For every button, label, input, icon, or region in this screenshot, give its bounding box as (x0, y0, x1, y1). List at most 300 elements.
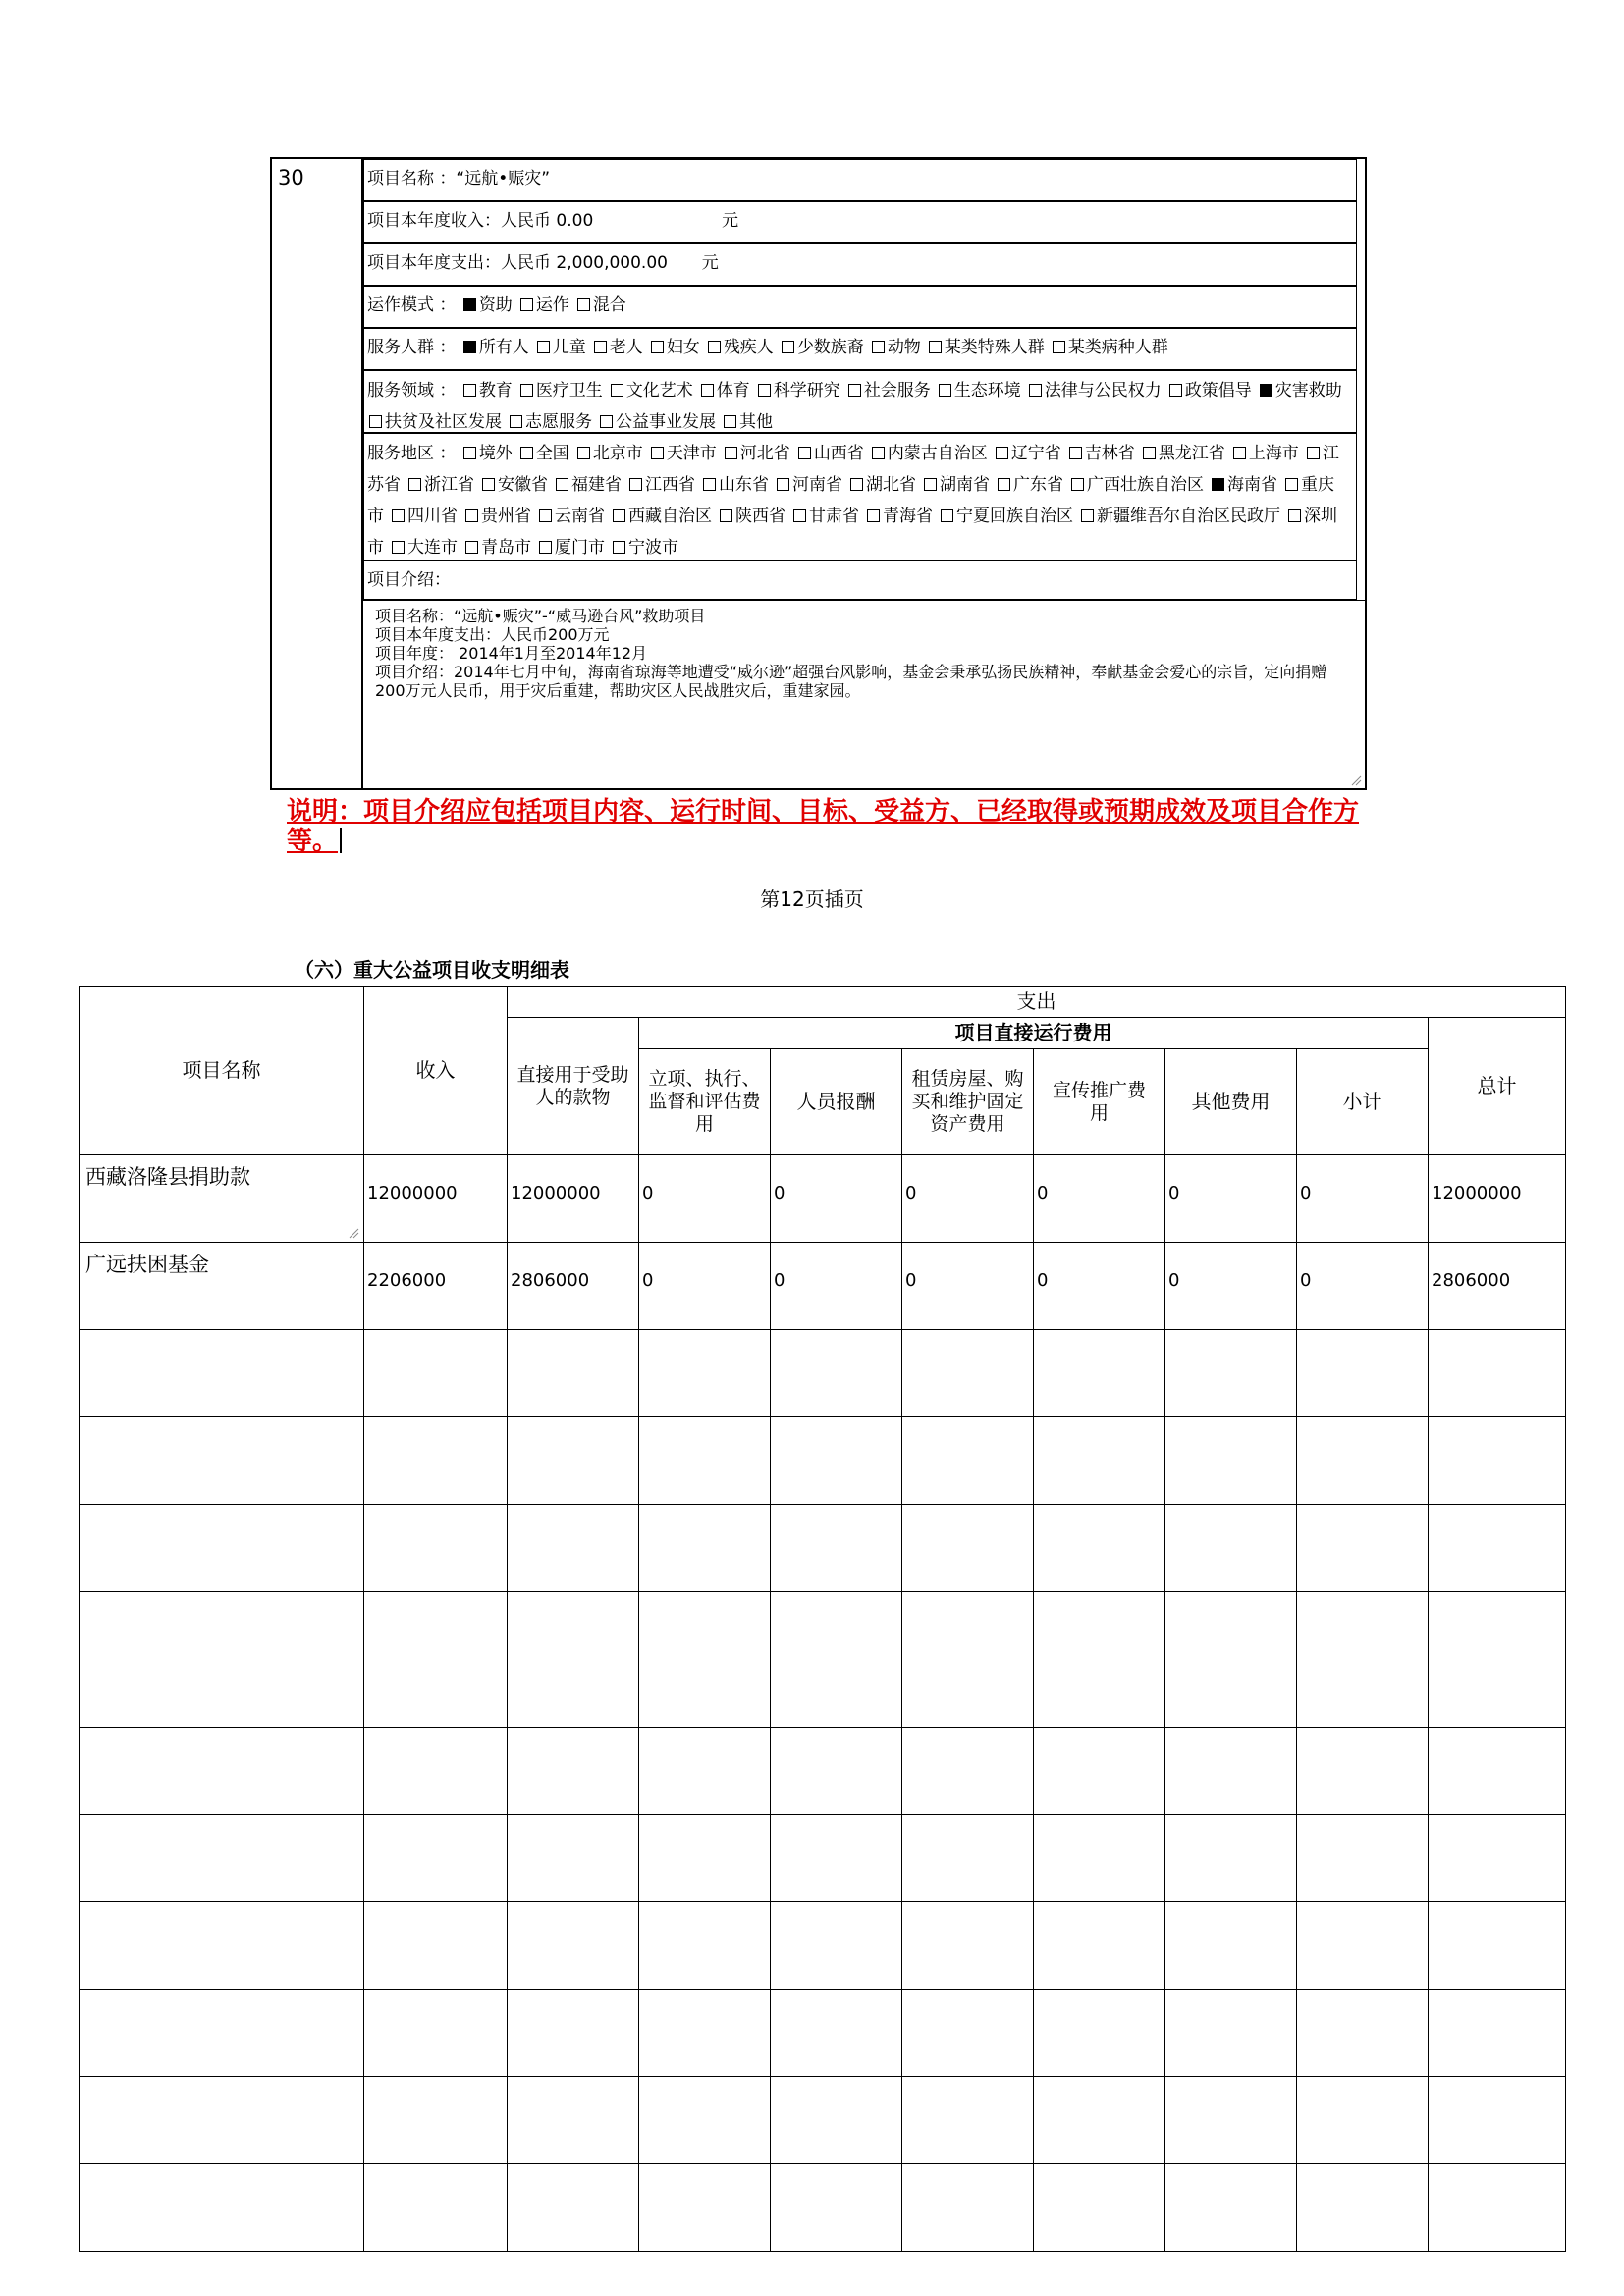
region-option[interactable] (461, 444, 513, 463)
region-option[interactable] (480, 475, 548, 495)
region-option[interactable] (1069, 475, 1204, 495)
field-option[interactable] (508, 412, 592, 432)
expense-value: 2,000,000.00 (556, 253, 668, 273)
empty-cell[interactable] (80, 2077, 364, 2164)
empty-cell[interactable] (508, 1417, 639, 1505)
region-option[interactable] (1210, 475, 1277, 495)
group-option-label: 所有人 (478, 338, 529, 357)
empty-cell[interactable] (902, 1902, 1034, 1990)
mode-label: 运作模式 ： (367, 295, 457, 315)
checkbox-empty-icon[interactable] (848, 384, 861, 397)
empty-cell[interactable] (1165, 1902, 1297, 1990)
checkbox-empty-icon[interactable] (520, 384, 533, 397)
row-staff-cell[interactable]: 0 (771, 1155, 902, 1243)
region-option[interactable] (996, 475, 1063, 495)
checkbox-empty-icon[interactable] (463, 384, 476, 397)
header-name: 项目名称 (80, 987, 364, 1155)
checkbox-empty-icon[interactable] (1029, 384, 1042, 397)
checkbox-empty-icon[interactable] (701, 384, 714, 397)
region-option[interactable] (575, 444, 643, 463)
checkbox-empty-icon[interactable] (867, 509, 880, 522)
checkbox-empty-icon[interactable] (941, 509, 953, 522)
income-unit: 元 (722, 211, 739, 231)
empty-cell[interactable] (1429, 1815, 1566, 1902)
group-option[interactable] (1051, 338, 1168, 357)
row-total-cell[interactable]: 12000000 (1429, 1155, 1566, 1243)
resize-grip-icon[interactable] (1350, 774, 1362, 786)
checkbox-empty-icon[interactable] (577, 298, 590, 311)
empty-cell[interactable] (639, 1990, 771, 2077)
field-option-label: 志愿服务 (525, 412, 592, 432)
empty-cell[interactable] (364, 1990, 508, 2077)
table-title: （六）重大公益项目收支明细表 (295, 958, 569, 982)
empty-cell[interactable] (771, 1505, 902, 1592)
region-option-label: 安徽省 (498, 475, 548, 495)
expense-field[interactable] (363, 243, 1357, 286)
checkbox-checked-icon[interactable] (463, 341, 476, 353)
checkbox-empty-icon[interactable] (537, 341, 550, 353)
empty-cell[interactable] (80, 1505, 364, 1592)
empty-cell[interactable] (1429, 1330, 1566, 1417)
region-option-label: 湖北省 (866, 475, 916, 495)
checkbox-empty-icon[interactable] (798, 447, 811, 459)
row-total-cell[interactable]: 2806000 (1429, 1243, 1566, 1330)
field-option[interactable] (518, 381, 603, 400)
field-option[interactable] (367, 412, 502, 432)
empty-cell[interactable] (508, 1592, 639, 1728)
field-option[interactable] (846, 381, 931, 400)
checkbox-empty-icon[interactable] (600, 415, 613, 428)
empty-cell[interactable] (639, 1592, 771, 1728)
group-option[interactable] (649, 338, 700, 357)
empty-cell[interactable] (1429, 1990, 1566, 2077)
checkbox-empty-icon[interactable] (1169, 384, 1182, 397)
checkbox-empty-icon[interactable] (1143, 447, 1156, 459)
empty-cell[interactable] (80, 1330, 364, 1417)
mode-option-label: 混合 (592, 295, 626, 315)
checkbox-empty-icon[interactable] (651, 447, 664, 459)
empty-cell[interactable] (1165, 1330, 1297, 1417)
empty-cell[interactable] (1429, 1728, 1566, 1815)
checkbox-empty-icon[interactable] (1233, 447, 1246, 459)
checkbox-empty-icon[interactable] (1288, 509, 1301, 522)
region-option[interactable] (723, 444, 790, 463)
checkbox-empty-icon[interactable] (793, 509, 806, 522)
empty-cell[interactable] (80, 1990, 364, 2077)
region-option[interactable] (537, 538, 605, 558)
checkbox-empty-icon[interactable] (703, 478, 716, 491)
groups-field (363, 328, 1357, 370)
region-option[interactable] (611, 507, 712, 526)
empty-cell[interactable] (902, 2164, 1034, 2252)
empty-cell[interactable] (1297, 1330, 1429, 1417)
empty-cell[interactable] (364, 1728, 508, 1815)
region-option[interactable] (939, 507, 1073, 526)
group-option[interactable] (870, 338, 921, 357)
fields-label: 服务领域 ： (367, 381, 457, 400)
checkbox-empty-icon[interactable] (520, 447, 533, 459)
empty-cell[interactable] (771, 1728, 902, 1815)
checkbox-empty-icon[interactable] (539, 541, 552, 554)
checkbox-empty-icon[interactable] (392, 509, 405, 522)
region-option-label: 西藏自治区 (628, 507, 712, 526)
region-option-label: 陕西省 (735, 507, 785, 526)
group-option[interactable] (706, 338, 774, 357)
checkbox-empty-icon[interactable] (510, 415, 522, 428)
checkbox-empty-icon[interactable] (758, 384, 771, 397)
empty-cell[interactable] (1034, 1505, 1165, 1592)
empty-cell[interactable] (902, 2077, 1034, 2164)
checkbox-empty-icon[interactable] (611, 384, 623, 397)
field-option[interactable] (598, 412, 716, 432)
checkbox-empty-icon[interactable] (369, 415, 382, 428)
field-option[interactable] (461, 381, 513, 400)
region-option-label: 河北省 (739, 444, 790, 463)
region-option-label: 深圳市 (367, 507, 1337, 558)
empty-cell[interactable] (1297, 1902, 1429, 1990)
empty-cell[interactable] (1429, 1505, 1566, 1592)
empty-cell[interactable] (902, 1815, 1034, 1902)
empty-cell[interactable] (1034, 1417, 1165, 1505)
region-option[interactable] (649, 444, 717, 463)
checkbox-empty-icon[interactable] (1071, 478, 1084, 491)
row-direct-cell[interactable]: 2806000 (508, 1243, 639, 1330)
empty-cell[interactable] (1297, 1815, 1429, 1902)
empty-cell[interactable] (364, 2077, 508, 2164)
row-rent-cell[interactable]: 0 (902, 1243, 1034, 1330)
checkbox-empty-icon[interactable] (777, 478, 789, 491)
empty-cell[interactable] (80, 1728, 364, 1815)
region-option[interactable] (865, 507, 933, 526)
empty-cell[interactable] (771, 1592, 902, 1728)
group-option[interactable] (927, 338, 1045, 357)
empty-cell[interactable] (364, 2164, 508, 2252)
checkbox-empty-icon[interactable] (924, 478, 937, 491)
checkbox-empty-icon[interactable] (1285, 478, 1298, 491)
checkbox-empty-icon[interactable] (939, 384, 951, 397)
region-option-label: 吉林省 (1084, 444, 1135, 463)
empty-cell[interactable] (771, 1990, 902, 2077)
checkbox-empty-icon[interactable] (577, 447, 590, 459)
checkbox-empty-icon[interactable] (392, 541, 405, 554)
header-rent: 租赁房屋、购买和维护固定资产费用 (902, 1049, 1034, 1155)
header-direct-group: 项目直接运行费用 (639, 1018, 1429, 1049)
header-staff: 人员报酬 (771, 1049, 902, 1155)
table-row-empty (80, 1330, 1566, 1417)
field-option[interactable] (722, 412, 773, 432)
empty-cell[interactable] (771, 2077, 902, 2164)
region-option[interactable] (718, 507, 785, 526)
field-option-label: 文化艺术 (625, 381, 693, 400)
empty-cell[interactable] (1297, 2077, 1429, 2164)
empty-cell[interactable] (1034, 1815, 1165, 1902)
mode-option[interactable] (575, 295, 626, 315)
field-option[interactable] (756, 381, 840, 400)
table-row-empty (80, 1417, 1566, 1505)
empty-cell[interactable] (364, 1815, 508, 1902)
region-option-label: 山西省 (813, 444, 864, 463)
row-setup-cell[interactable]: 0 (639, 1243, 771, 1330)
checkbox-empty-icon[interactable] (1307, 447, 1320, 459)
empty-cell[interactable] (1165, 2077, 1297, 2164)
empty-cell[interactable] (1429, 2077, 1566, 2164)
region-option-label: 山东省 (719, 475, 769, 495)
empty-cell[interactable] (771, 1815, 902, 1902)
field-option-label: 医疗卫生 (535, 381, 603, 400)
empty-cell[interactable] (80, 1815, 364, 1902)
group-option-label: 妇女 (666, 338, 700, 357)
region-option[interactable] (848, 475, 916, 495)
empty-cell[interactable] (1297, 1728, 1429, 1815)
empty-cell[interactable] (364, 1902, 508, 1990)
checkbox-empty-icon[interactable] (463, 447, 476, 459)
group-option-label: 老人 (609, 338, 643, 357)
checkbox-empty-icon[interactable] (1069, 447, 1082, 459)
region-option-label: 四川省 (407, 507, 458, 526)
region-option-label: 上海市 (1248, 444, 1299, 463)
empty-cell[interactable] (902, 1592, 1034, 1728)
row-staff-cell[interactable]: 0 (771, 1243, 902, 1330)
checkbox-empty-icon[interactable] (465, 541, 478, 554)
empty-cell[interactable] (1297, 1417, 1429, 1505)
field-option-label: 生态环境 (953, 381, 1021, 400)
empty-cell[interactable] (1034, 2164, 1165, 2252)
row-other-cell[interactable]: 0 (1165, 1155, 1297, 1243)
empty-cell[interactable] (1297, 1990, 1429, 2077)
checkbox-empty-icon[interactable] (929, 341, 942, 353)
empty-cell[interactable] (508, 1990, 639, 2077)
region-option[interactable] (994, 444, 1061, 463)
empty-cell[interactable] (902, 1728, 1034, 1815)
region-option[interactable] (701, 475, 769, 495)
empty-cell[interactable] (902, 1417, 1034, 1505)
region-option[interactable] (1067, 444, 1135, 463)
empty-cell[interactable] (639, 1902, 771, 1990)
empty-cell[interactable] (508, 2077, 639, 2164)
checkbox-empty-icon[interactable] (556, 478, 568, 491)
empty-cell[interactable] (80, 1902, 364, 1990)
empty-cell[interactable] (902, 1505, 1034, 1592)
checkbox-empty-icon[interactable] (613, 541, 625, 554)
region-option-label: 海南省 (1227, 475, 1277, 495)
empty-cell[interactable] (639, 2164, 771, 2252)
empty-cell[interactable] (508, 1902, 639, 1990)
empty-cell[interactable] (1034, 1330, 1165, 1417)
region-option[interactable] (1141, 444, 1225, 463)
row-rent-cell[interactable]: 0 (902, 1155, 1034, 1243)
region-option[interactable] (554, 475, 622, 495)
group-option[interactable] (461, 338, 529, 357)
checkbox-empty-icon[interactable] (482, 478, 495, 491)
empty-cell[interactable] (902, 1330, 1034, 1417)
checkbox-empty-icon[interactable] (720, 509, 732, 522)
header-setup: 立项、执行、监督和评估费用 (639, 1049, 771, 1155)
empty-cell[interactable] (639, 1417, 771, 1505)
empty-cell[interactable] (639, 1505, 771, 1592)
field-option[interactable] (1027, 381, 1162, 400)
empty-cell[interactable] (639, 1728, 771, 1815)
empty-cell[interactable] (80, 2164, 364, 2252)
mode-option-label: 资助 (478, 295, 513, 315)
checkbox-empty-icon[interactable] (1053, 341, 1065, 353)
checkbox-empty-icon[interactable] (613, 509, 625, 522)
empty-cell[interactable] (639, 1815, 771, 1902)
region-option-label: 北京市 (592, 444, 643, 463)
row-setup-cell[interactable]: 0 (639, 1155, 771, 1243)
region-option[interactable] (791, 507, 859, 526)
region-option-label: 内蒙古自治区 (887, 444, 988, 463)
empty-cell[interactable] (1429, 1592, 1566, 1728)
checkbox-empty-icon[interactable] (708, 341, 721, 353)
row-direct-cell[interactable]: 12000000 (508, 1155, 639, 1243)
empty-cell[interactable] (1034, 1592, 1165, 1728)
checkbox-empty-icon[interactable] (651, 341, 664, 353)
checkbox-empty-icon[interactable] (872, 341, 885, 353)
empty-cell[interactable] (1034, 1902, 1165, 1990)
row-income-cell[interactable]: 2206000 (364, 1243, 508, 1330)
table-row (80, 1155, 1566, 1243)
checkbox-empty-icon[interactable] (1081, 509, 1094, 522)
checkbox-empty-icon[interactable] (782, 341, 794, 353)
checkbox-empty-icon[interactable] (629, 478, 642, 491)
empty-cell[interactable] (1165, 1505, 1297, 1592)
empty-cell[interactable] (771, 2164, 902, 2252)
checkbox-checked-icon[interactable] (1212, 478, 1224, 491)
region-option[interactable] (1231, 444, 1299, 463)
empty-cell[interactable] (1034, 1728, 1165, 1815)
region-option[interactable] (463, 507, 531, 526)
empty-cell[interactable] (508, 1728, 639, 1815)
project-name-field[interactable] (363, 159, 1357, 201)
region-option[interactable] (922, 475, 990, 495)
intro-line-name: 项目名称：“远航•赈灾”-“威马逊台风”救助项目 (375, 607, 706, 625)
empty-cell[interactable] (771, 1417, 902, 1505)
regions-field (363, 433, 1357, 561)
empty-cell[interactable] (80, 1592, 364, 1728)
intro-textarea[interactable] (363, 600, 1367, 790)
region-option[interactable] (1079, 507, 1280, 526)
empty-cell[interactable] (364, 1592, 508, 1728)
region-option[interactable] (390, 538, 458, 558)
empty-cell[interactable] (1165, 1815, 1297, 1902)
empty-cell[interactable] (771, 1330, 902, 1417)
group-option[interactable] (780, 338, 864, 357)
row-promo-cell[interactable]: 0 (1034, 1243, 1165, 1330)
empty-cell[interactable] (1034, 1990, 1165, 2077)
group-option[interactable] (535, 338, 586, 357)
row-subtotal-cell[interactable]: 0 (1297, 1155, 1429, 1243)
checkbox-empty-icon[interactable] (539, 509, 552, 522)
checkbox-empty-icon[interactable] (594, 341, 607, 353)
region-option[interactable] (627, 475, 695, 495)
row-name-cell[interactable]: 广远扶困基金 (80, 1243, 364, 1330)
empty-cell[interactable] (1429, 2164, 1566, 2252)
region-option[interactable] (870, 444, 988, 463)
empty-cell[interactable] (508, 1505, 639, 1592)
empty-cell[interactable] (1297, 1592, 1429, 1728)
empty-cell[interactable] (639, 1330, 771, 1417)
region-option[interactable] (406, 475, 474, 495)
field-option-label: 其他 (739, 412, 773, 432)
region-option[interactable] (463, 538, 531, 558)
empty-cell[interactable] (1165, 1728, 1297, 1815)
header-other: 其他费用 (1165, 1049, 1297, 1155)
empty-cell[interactable] (1165, 2164, 1297, 2252)
region-option[interactable] (796, 444, 864, 463)
income-field[interactable] (363, 201, 1357, 243)
region-option[interactable] (775, 475, 842, 495)
region-option[interactable] (611, 538, 678, 558)
empty-cell[interactable] (1165, 1990, 1297, 2077)
checkbox-empty-icon[interactable] (408, 478, 421, 491)
empty-cell[interactable] (902, 1990, 1034, 2077)
field-option-label: 社会服务 (863, 381, 931, 400)
checkbox-empty-icon[interactable] (872, 447, 885, 459)
field-option[interactable] (609, 381, 693, 400)
empty-cell[interactable] (364, 1417, 508, 1505)
region-option-label: 黑龙江省 (1158, 444, 1225, 463)
empty-cell[interactable] (1034, 2077, 1165, 2164)
region-option[interactable] (537, 507, 605, 526)
checkbox-empty-icon[interactable] (520, 298, 533, 311)
empty-cell[interactable] (508, 1330, 639, 1417)
field-option[interactable] (937, 381, 1021, 400)
row-name-cell[interactable]: 西藏洛隆县捐助款 (80, 1155, 364, 1243)
checkbox-empty-icon[interactable] (724, 415, 736, 428)
checkbox-empty-icon[interactable] (996, 447, 1008, 459)
groups-label: 服务人群 ： (367, 338, 457, 357)
intro-line-year: 项目年度： 2014年1月至2014年12月 (375, 644, 648, 663)
project-income-expense-table (79, 986, 1566, 2252)
region-option-label: 重庆市 (367, 475, 1334, 526)
row-subtotal-cell[interactable]: 0 (1297, 1243, 1429, 1330)
row-promo-cell[interactable]: 0 (1034, 1155, 1165, 1243)
checkbox-empty-icon[interactable] (725, 447, 737, 459)
empty-cell[interactable] (771, 1902, 902, 1990)
mode-option[interactable] (518, 295, 569, 315)
empty-cell[interactable] (1165, 1417, 1297, 1505)
empty-cell[interactable] (1165, 1592, 1297, 1728)
empty-cell[interactable] (1297, 1505, 1429, 1592)
resize-grip-icon[interactable] (348, 1227, 359, 1239)
checkbox-empty-icon[interactable] (998, 478, 1010, 491)
checkbox-empty-icon[interactable] (850, 478, 863, 491)
empty-cell[interactable] (1429, 1417, 1566, 1505)
row-income-cell[interactable]: 12000000 (364, 1155, 508, 1243)
row-other-cell[interactable]: 0 (1165, 1243, 1297, 1330)
region-option[interactable] (518, 444, 569, 463)
field-option-label: 公益事业发展 (616, 412, 716, 432)
mode-option[interactable] (461, 295, 513, 315)
group-option[interactable] (592, 338, 643, 357)
empty-cell[interactable] (508, 1815, 639, 1902)
empty-cell[interactable] (80, 1417, 364, 1505)
field-option[interactable] (1167, 381, 1252, 400)
checkbox-checked-icon[interactable] (463, 298, 476, 311)
checkbox-empty-icon[interactable] (465, 509, 478, 522)
empty-cell[interactable] (639, 2077, 771, 2164)
empty-cell[interactable] (508, 2164, 639, 2252)
empty-cell[interactable] (364, 1505, 508, 1592)
checkbox-checked-icon[interactable] (1260, 384, 1272, 397)
empty-cell[interactable] (1429, 1902, 1566, 1990)
field-option[interactable] (699, 381, 750, 400)
empty-cell[interactable] (364, 1330, 508, 1417)
field-option[interactable] (1258, 381, 1342, 400)
empty-cell[interactable] (1297, 2164, 1429, 2252)
region-option[interactable] (390, 507, 458, 526)
group-option-label: 某类病种人群 (1067, 338, 1168, 357)
